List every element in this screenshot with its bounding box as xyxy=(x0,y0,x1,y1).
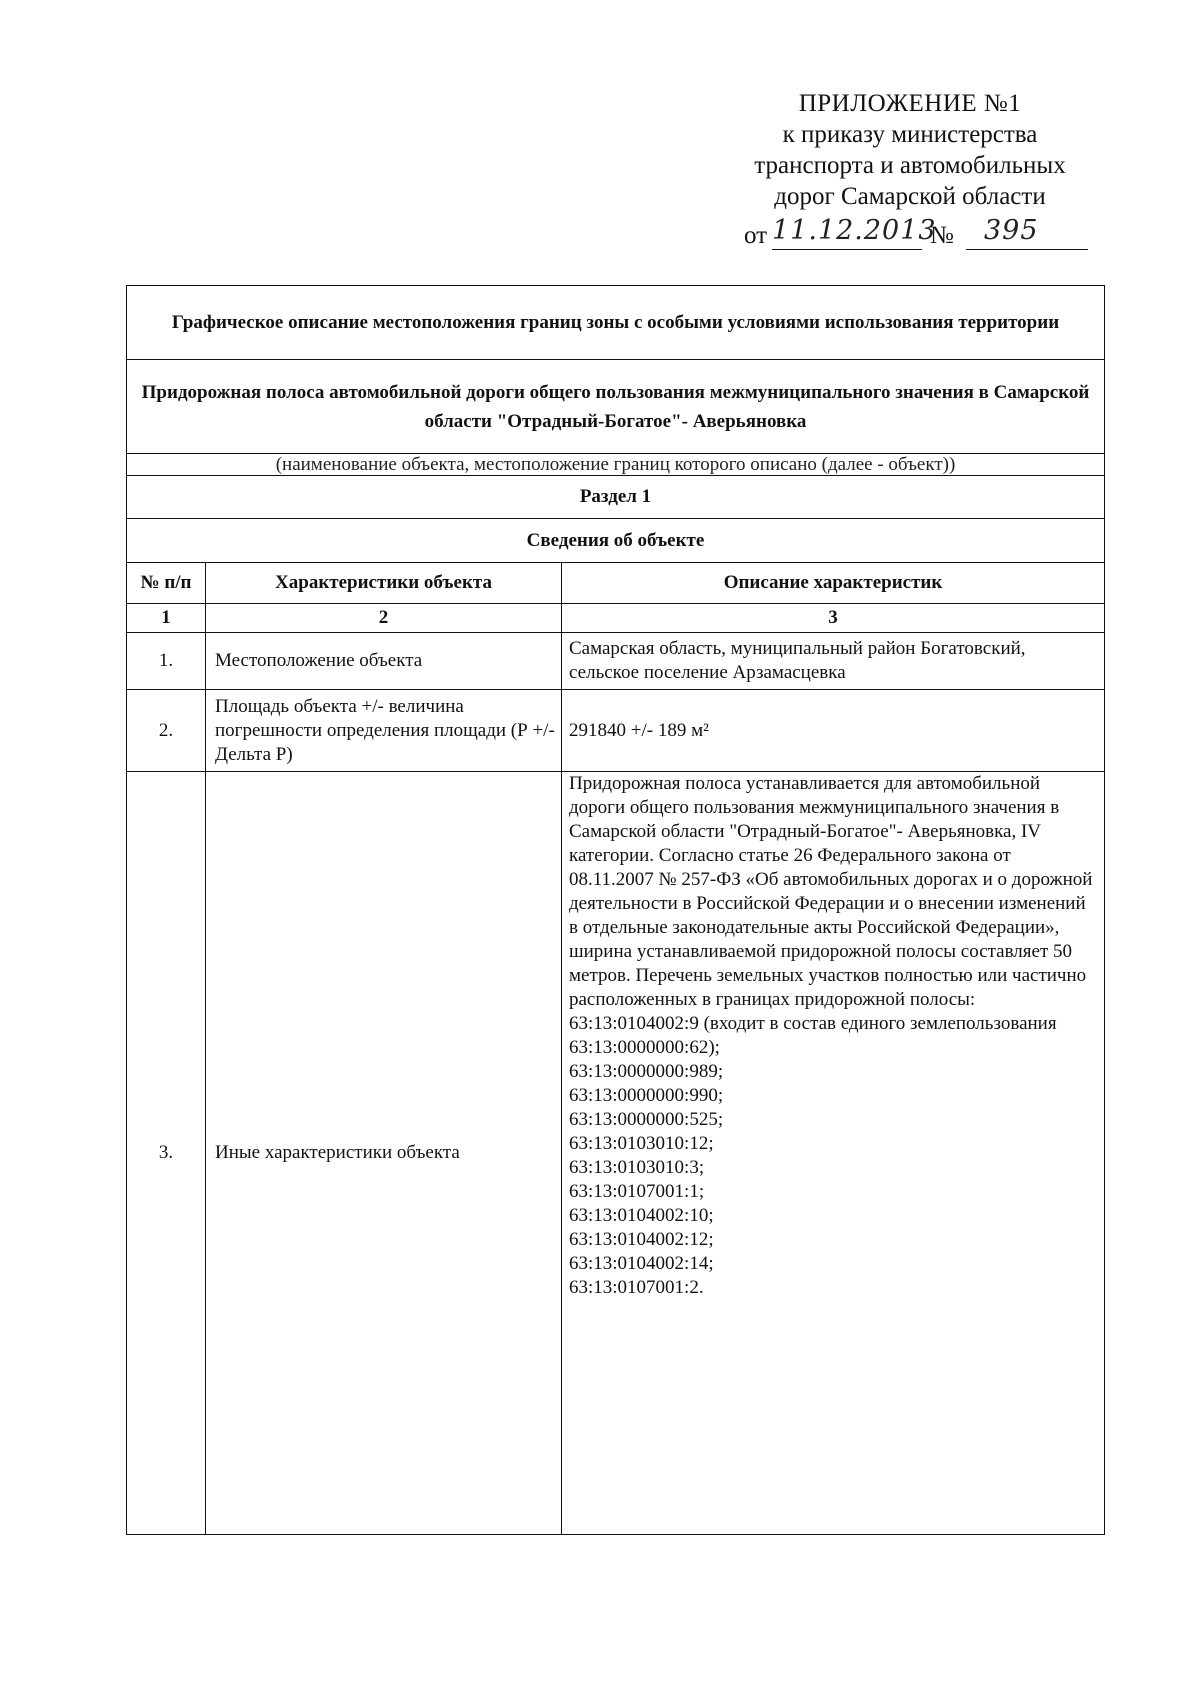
column-number-1: 1 xyxy=(127,604,206,633)
row-description: Самарская область, муниципальный район Богатовский, сельское поселение Арзамасцевка xyxy=(562,633,1105,690)
parcel-item: 63:13:0107001:2. xyxy=(569,1277,704,1298)
row-number: 2. xyxy=(127,690,206,772)
document-title: Графическое описание местоположения границ зоны с особыми условиями использования территории xyxy=(127,286,1105,360)
row-number: 3. xyxy=(127,772,206,1535)
column-number-2: 2 xyxy=(206,604,562,633)
table-row xyxy=(127,633,1105,690)
parcel-item: 63:13:0103010:3; xyxy=(569,1157,705,1178)
handwritten-number: 395 xyxy=(984,215,1039,246)
parcel-item: 63:13:0104002:9 (входит в состав единого землепользования 63:13:0000000:62); xyxy=(569,1013,1057,1058)
object-info-table xyxy=(126,285,1105,1535)
section-title: Раздел 1 xyxy=(127,476,1105,519)
row-description: 291840 +/- 189 м² xyxy=(562,690,1105,772)
number-prefix: № xyxy=(930,222,954,249)
row-characteristic: Местоположение объекта xyxy=(206,633,562,690)
date-underline xyxy=(772,249,922,250)
parcel-item: 63:13:0107001:1; xyxy=(569,1181,705,1202)
row-description: Придорожная полоса устанавливается для автомобильной дороги общего пользования межмуниципального значения в Самарской области "Отрадный-Богатое"- Аверьяновка, IV категории. Согласно статье 26 Федерального закона от 08.11.2007 № 257-ФЗ «Об автомобильных дорогах и о дорожной деятельности в Российской Федерации и о внесении изменений в отдельные законодательные акты Российской Федерации», ширина устанавливаемой придорожной полосы составляет 50 метров. Перечень земельных участков полностью или частично расположенных в границах придорожной полосы: xyxy=(569,773,1093,1010)
object-name: Придорожная полоса автомобильной дороги общего пользования межмуниципального значения в Самарской области "Отрадный-Богатое"- Аверьяновка xyxy=(127,360,1105,454)
parcel-item: 63:13:0000000:989; xyxy=(569,1061,724,1082)
column-header-number: № п/п xyxy=(127,563,206,604)
object-caption: (наименование объекта, местоположение границ которого описано (далее - объект)) xyxy=(127,453,1104,474)
appendix-line-3: дорог Самарской области xyxy=(774,183,1046,210)
table-row xyxy=(127,772,1105,1535)
table-row xyxy=(127,690,1105,772)
column-number-3: 3 xyxy=(562,604,1105,633)
number-underline xyxy=(966,249,1088,250)
parcel-item: 63:13:0104002:14; xyxy=(569,1253,714,1274)
row-description-cell xyxy=(562,772,1105,1535)
parcel-item: 63:13:0000000:990; xyxy=(569,1085,724,1106)
column-header-characteristic: Характеристики объекта xyxy=(206,563,562,604)
parcel-item: 63:13:0104002:10; xyxy=(569,1205,714,1226)
object-caption-cell xyxy=(127,453,1105,476)
appendix-line-2: транспорта и автомобильных xyxy=(754,152,1066,179)
order-date-number xyxy=(744,215,1089,253)
appendix-title: ПРИЛОЖЕНИЕ №1 xyxy=(798,90,1022,117)
row-characteristic: Иные характеристики объекта xyxy=(206,772,562,1535)
row-characteristic: Площадь объекта +/- величина погрешности определения площади (Р +/- Дельта Р) xyxy=(206,690,562,772)
parcel-item: 63:13:0103010:12; xyxy=(569,1133,714,1154)
handwritten-date: 11.12.2013 xyxy=(772,215,937,246)
appendix-line-1: к приказу министерства xyxy=(782,121,1038,148)
section-subtitle: Сведения об объекте xyxy=(127,519,1105,563)
date-prefix: от xyxy=(744,222,768,249)
appendix-block xyxy=(700,88,1120,212)
parcel-item: 63:13:0104002:12; xyxy=(569,1229,714,1250)
column-header-description: Описание характеристик xyxy=(562,563,1105,604)
parcel-item: 63:13:0000000:525; xyxy=(569,1109,724,1130)
row-number: 1. xyxy=(127,633,206,690)
